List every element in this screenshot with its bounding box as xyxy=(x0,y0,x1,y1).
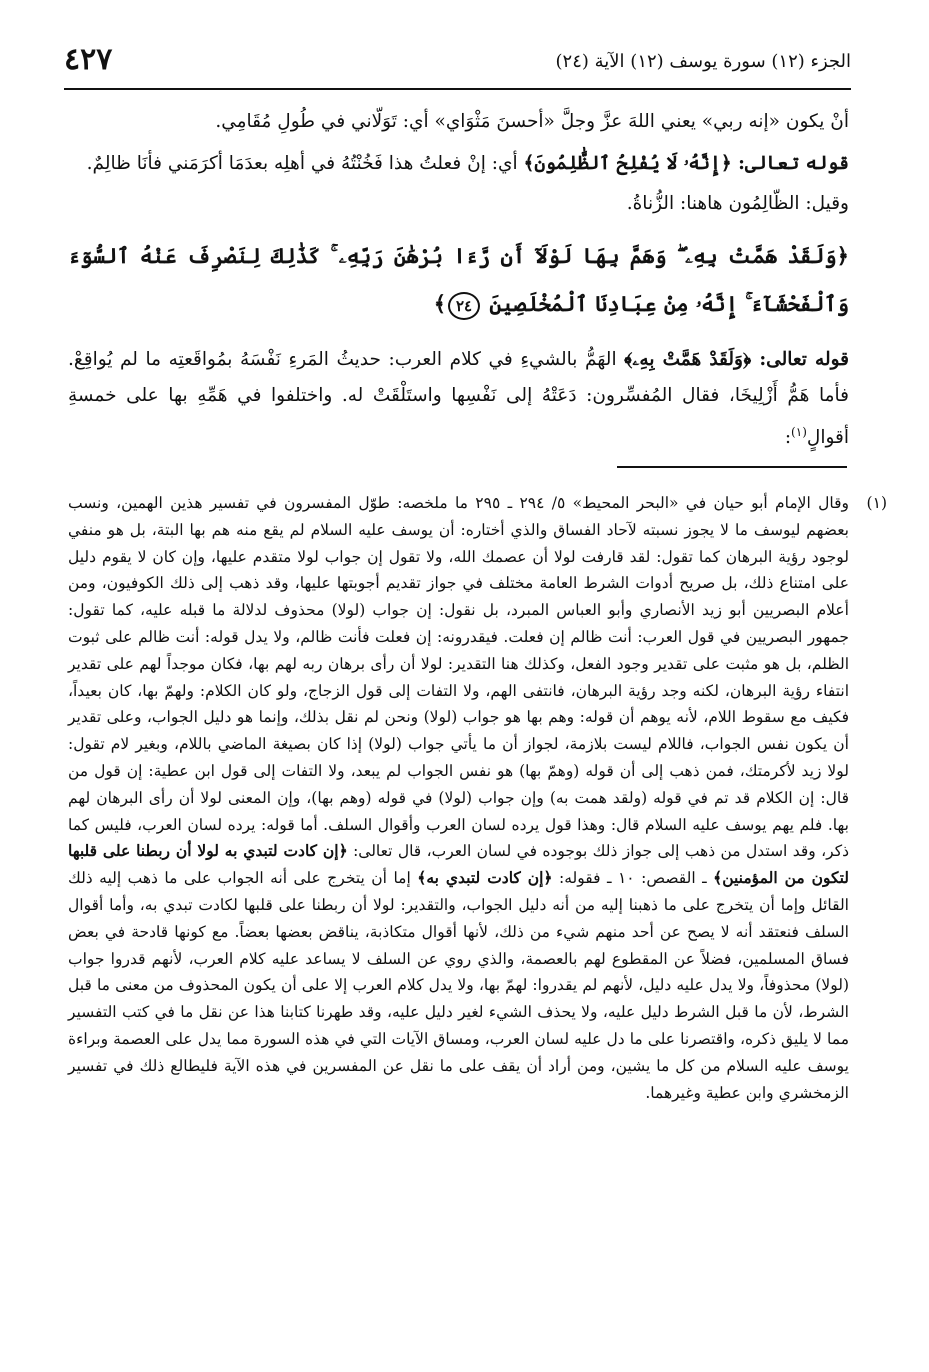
main-text xyxy=(68,104,849,460)
footnote-text-c: إما أن يتخرج على أنه الجواب على ما ذهب إليه ذلك القائل وإما أن يتخرج على ما ذهبنا إليه من أنه دليل الجواب، والتقدير: لولا أن ربطنا على قلبها لكادت تبدي به، وأما أقوال السلف فنعتقد أنه لا يصح عن أحد منهم شيء من ذلك، لأنها أقوال متكاذبة، يناقض بعضها بعضاً. مع كونها قادحة في بعض فساق المسلمين، فضلاً عن المقطوع لهم بالعصمة، والذي روي عن السلف لا يساعد عليه كلام العرب، لأنهم قدروا جواب (لولا) محذوفاً، ولا يدل عليه دليل، لأنهم لم يقدروا: لهمّ بها، ولا يدل كلام العرب إلا على أن يكون المحذوف من معنى ما قبل الشرط، لأن ما قبل الشرط دليل عليه، ولا يحذف الشيء لغير دليل عليه، وقد طهرنا كتابنا هذا عن نقل ما في كتب التفسير مما لا يليق ذكره، واقتصرنا على ما دل عليه لسان العرب، ومساق الآيات التي في هذه السورة مما يدل على العصمة وبراءة يوسف عليه السلام من كل ما يشين، ومن أراد أن يقف على ما نقل عن المفسرين في هذه الآية فليطالع ذلك في تفسير الزمخشري وابن عطية وغيرهما. xyxy=(68,869,849,1102)
header-divider xyxy=(64,88,851,90)
footnote-marker: (١) xyxy=(866,494,887,512)
footnote-text xyxy=(68,490,849,1106)
page-number: ٤٢٧ xyxy=(64,42,113,77)
verse-text: ﴿وَلَقَدْ هَمَّتْ بِهِۦ ۖ وَهَمَّ بِهَا لَوْلَآ أَن رَّءَا بُرْهَٰنَ رَبِّهِۦ ۚ كَذَٰلِكَ لِنَصْرِفَ عَنْهُ ٱلسُّوٓءَ وَٱلْفَحْشَآءَ ۚ إِنَّهُۥ مِنْ عِبَادِنَا ٱلْمُخْلَصِينَ xyxy=(68,243,849,316)
footnote-reference[interactable]: (١) xyxy=(791,425,807,439)
paragraph-4-end: : xyxy=(784,427,792,449)
verse-number-badge: ٢٤ xyxy=(448,292,480,320)
paragraph-1: أنْ يكون «إنه ربي» يعني اللهَ عزَّ وجلَّ «أحسنَ مَثْوَاي» أي: تَوَلّاني في طُولِ مُقَامِي. xyxy=(215,111,849,132)
footnote xyxy=(68,490,887,1106)
paragraph-2-body: أي: إنْ فعلتُ هذا فَخُنْتُهُ في أهلِه بعدَمَا أكرَمَني فأنَا ظالِمٌ. xyxy=(86,153,524,174)
paragraph-3: وقيل: الظّالِمُون هاهنا: الزُّناةُ. xyxy=(626,193,849,214)
footnote-quran-quote-2: ﴿إن كادت لتبدي به﴾ xyxy=(417,868,553,888)
paragraph-4-body: الهَمُّ بالشيءِ في كلام العرب: حديثُ المَرءِ نَفْسَهُ بمُواقَعتِه ما لم يُواقِعْ. فأما هَمُّ أَزْلِيخَا، فقال المُفسِّرون: دَعَتْهُ إلى نَفْسِها واستَلْقَتْ له. واختلفوا في هَمِّهِ بها على خمسةِ أقوالٍ xyxy=(68,349,849,449)
verse-close-bracket: ﴾ xyxy=(433,291,447,316)
quran-quote: قوله تعالى: ﴿إِنَّهُۥ لَا يُفْلِحُ ٱلظَّٰلِمُونَ﴾ xyxy=(523,153,849,174)
quran-quote: قوله تعالى: ﴿وَلَقَدْ هَمَّتْ بِهِۦ﴾ xyxy=(624,349,850,370)
verse-block xyxy=(68,232,849,328)
page-header xyxy=(64,40,851,84)
footnote-text-b: ـ القصص: ١٠ ـ فقوله: xyxy=(552,869,714,888)
running-title: الجزء (١٢) سورة يوسف (١٢) الآية (٢٤) xyxy=(555,51,851,72)
footnote-divider xyxy=(617,466,847,468)
footnote-quran-quote-1: ﴿إن كادت لتبدي به لولا أن ربطنا على قلبها لتكون من المؤمنين﴾ xyxy=(68,841,849,888)
paragraph-4 xyxy=(68,342,849,456)
footnote-text-a: وقال الإمام أبو حيان في «البحر المحيط» ٥/ ٢٩٤ ـ ٢٩٥ ما ملخصه: طوّل المفسرون في تفسير هذين الهمين، ونسب بعضهم ليوسف ما لا يجوز نسبته لآحاد الفساق والذي أختاره: أن يوسف عليه السلام لم يقع منه هم بها البتة، بل هو منفي لوجود رؤية البرهان كما تقول: لقد قارفت لولا أن عصمك الله، ولا تقول إن جواب لولا متقدم عليها، وإن كان لا يقوم دليل على امتناع ذلك، بل صريح أدوات الشرط العامة مختلف في جواز تقديم أجوبتها عليها، وقد ذهب إلى ذلك الكوفيون، ومن أعلام البصريين أبو زيد الأنصاري وأبو العباس المبرد، بل نقول: إن جواب (لولا) محذوف لدلالة ما قبله عليه، كما تقول: جمهور البصريين في قول العرب: أنت ظالم إن فعلت. فيقدرونه: إن فعلت فأنت ظالم، ولا يدل قوله: أنت ظالم على ثبوت الظلم، بل هو مثبت على تقدير وجود الفعل، وكذلك هنا التقدير: لولا أن رأى برهان ربه لهم بها، فكان موجداً لهم على تقدير انتفاء رؤية البرهان، لكنه وجد رؤية البرهان، فانتفى الهم، ولا التفات إلى قول الزجاج، ولو كان الكلام: ولهمّ بها، كان بعيداً، فكيف مع سقوط اللام، لأنه يوهم أن قوله: وهم بها هو جواب (لولا) ونحن لم نقل بذلك، وإنما هو دليل الجواب، وعلى تقدير أن يكون نفس الجواب، فاللام ليست بلازمة، لجواز أن ما يأتي جواب (لولا) إذا كان بصيغة الماضي باللام، وبغير لام تقول: لولا زيد لأكرمتك، فمن ذهب إلى أن قوله (وهمّ بها) هو نفس الجواب لم يبعد، ولا التفات إلى قول ابن عطية: إن قول من قال: إن الكلام قد تم في قوله (ولقد همت به) وإن جواب (لولا) في قوله (وهم بها)، وإن المعنى لولا أن رأى البرهان لهم بها. فلم يهم يوسف عليه السلام قال: وهذا قول يرده لسان العرب وأقوال السلف. أما قوله: يرده لسان العرب، فليس كما ذكر، وقد استدل من ذهب إلى جواز ذلك بوجوده في لسان العرب، قال تعالى: xyxy=(68,494,849,861)
paragraph-2 xyxy=(68,146,849,182)
